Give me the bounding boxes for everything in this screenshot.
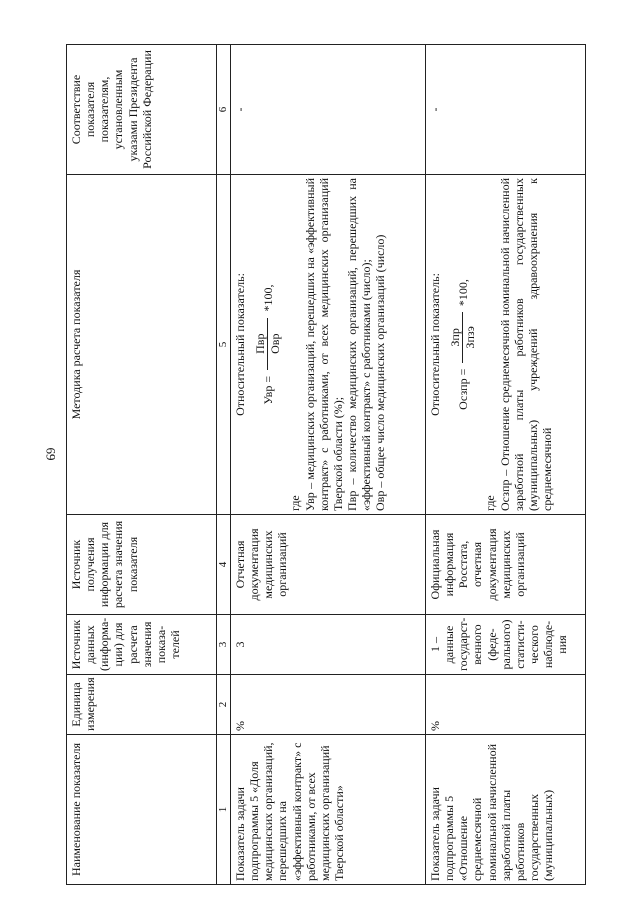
formula-numerator: Зпр bbox=[448, 312, 463, 362]
indicator-unit: % bbox=[230, 675, 425, 735]
indicator-data-source: 3 bbox=[230, 615, 425, 675]
formula-multiplier: *100, bbox=[455, 279, 470, 307]
definition: Увр – медицинских организаций, перешедших на «эффективный контракт» с работниками, от всех медицинских организаций Тверской области (%); bbox=[302, 178, 345, 511]
formula-lhs: Осзпр = bbox=[455, 368, 470, 410]
definition: Овр – общее число медицинских организаций (число) bbox=[373, 234, 388, 511]
header-correspondence: Соответствие показателя показателям, установленным указами Президента Российской Федерации bbox=[67, 45, 217, 175]
formula-numerator: Пвр bbox=[253, 318, 268, 370]
col-number: 1 bbox=[217, 735, 231, 885]
indicator-info-source: Официальная информация Росстата, отчетная документация медицинских организаций bbox=[425, 515, 585, 615]
header-data-source: Источник данных (информа-ции) для расчета значения показа-телей bbox=[67, 615, 217, 675]
header-method: Методика расчета показателя bbox=[67, 175, 217, 515]
col-number: 2 bbox=[217, 675, 231, 735]
formula-denominator: Зпзэ bbox=[463, 326, 478, 349]
formula-fraction bbox=[448, 312, 477, 362]
header-info-source: Источник получения информации для расчета значения показателя bbox=[67, 515, 217, 615]
where-label: где bbox=[288, 495, 303, 511]
indicator-name: Показатель задачи подпрограммы 5 «Отношение среднемесячной номинальной начисленной заработной платы работников государственных (муниципальных) bbox=[425, 735, 585, 885]
definition: Пвр – количество медицинских организаций, перешедших на «эффективный контракт» с работниками (число); bbox=[345, 178, 374, 511]
definition: Осзпр – Отношение среднемесячной номинальной начисленной заработной платы работников государственных (муниципальных) учреждений здравоохранения к среднемесячной bbox=[497, 178, 555, 511]
table-row bbox=[230, 45, 425, 885]
formula-lhs: Увр = bbox=[260, 375, 275, 405]
formula-denominator: Овр bbox=[268, 333, 283, 354]
method-title: Относительный показатель: bbox=[427, 273, 442, 416]
col-number: 5 bbox=[217, 175, 231, 515]
method-title: Относительный показатель: bbox=[232, 273, 247, 416]
col-number: 6 bbox=[217, 45, 231, 175]
header-name: Наименование показателя bbox=[67, 735, 217, 885]
rotated-table-page bbox=[66, 45, 596, 885]
where-label: где bbox=[483, 495, 498, 511]
indicator-info-source: Отчетная документация медицинских организаций bbox=[230, 515, 425, 615]
formula-fraction bbox=[253, 318, 282, 370]
indicator-unit: % bbox=[425, 675, 585, 735]
formula bbox=[448, 178, 477, 511]
indicator-correspondence: - bbox=[425, 45, 585, 175]
column-numbers-row bbox=[217, 45, 231, 885]
page-number: 69 bbox=[43, 447, 59, 461]
indicator-method bbox=[425, 175, 585, 515]
indicators-table bbox=[66, 44, 586, 885]
formula bbox=[253, 178, 282, 511]
indicator-name: Показатель задачи подпрограммы 5 «Доля медицинских организаций, перешедших на «эффективный контракт» с работниками, от всех медицинских организаций Тверской области» bbox=[230, 735, 425, 885]
table-row bbox=[425, 45, 585, 885]
formula-multiplier: *100, bbox=[260, 284, 275, 312]
header-row bbox=[67, 45, 217, 885]
col-number: 4 bbox=[217, 515, 231, 615]
indicator-correspondence: - bbox=[230, 45, 425, 175]
indicator-data-source: 1 – данные государст-венного (феде-рального) статисти-ческого наблюде-ния bbox=[425, 615, 585, 675]
col-number: 3 bbox=[217, 615, 231, 675]
header-unit: Единица измерения bbox=[67, 675, 217, 735]
indicator-method bbox=[230, 175, 425, 515]
